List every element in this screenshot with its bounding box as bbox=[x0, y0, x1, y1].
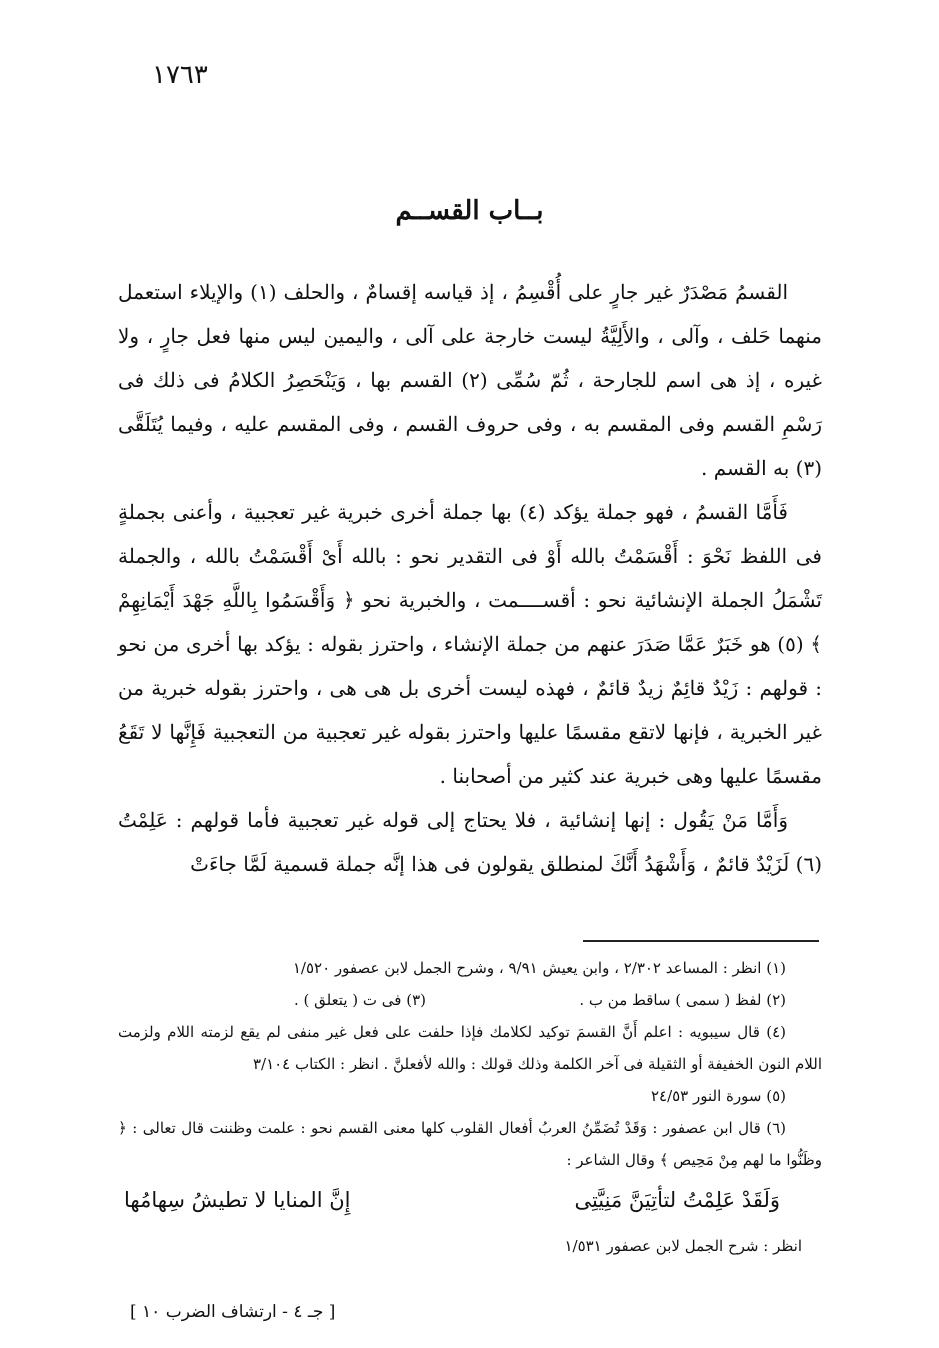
footnote-5: (٥) سورة النور ٢٤/٥٣ bbox=[650, 1087, 786, 1105]
volume-reference: [ جـ ٤ - ارتشاف الضرب ١٠ ] bbox=[130, 1302, 336, 1322]
poetry-verse bbox=[118, 1180, 822, 1220]
footnote-row-2-3 bbox=[118, 984, 822, 1016]
footnote-2: (٢) لفظ ( سمى ) ساقط من ب . bbox=[579, 991, 786, 1009]
verse-source: انظر : شرح الجمل لابن عصفور ١/٥٣١ bbox=[564, 1237, 802, 1255]
verse-first-hemistich: وَلَقَدْ عَلِمْتُ لتأتِيَنَّ مَنِيَّتِى bbox=[574, 1188, 780, 1212]
paragraph-insha-view: وَأَمَّا مَنْ يَقُول : إنها إنشائية ، فلا يحتاج إلى قوله غير تعجبية فأما قولهم : عَلِمْتُ (٦) لَزَيْدٌ قائمٌ ، وَأَشْهَدُ أَنَّكَ لمنطلق يقولون فى هذا إنَّه جملة قسمية لَمَّا جاءَتْ bbox=[118, 808, 822, 876]
main-text bbox=[118, 270, 822, 886]
footnote-4: (٤) قال سيبويه : اعلم أَنَّ القسمَ توكيد لكلامك فإذا حلفت على فعل غير منفى لم يقع لزمته اللام ولزمت اللام النون الخفيفة أو الثقيلة فى آخر الكلمة وذلك قولك : والله لأفعلنَّ . انظر : الكتاب ٣/١٠٤ bbox=[118, 1023, 822, 1073]
chapter-title: بــاب القســم bbox=[395, 196, 544, 226]
paragraph-definition: القسمُ مَصْدَرٌ غير جارٍ على أُقْسِمُ ، إذ قياسه إقسامٌ ، والحلف (١) والإيلاء استعمل منهما حَلف ، وآلى ، والأَلِيَّةُ ليست خارجة على آلى ، واليمين ليس منها فعل جارٍ ، ولا غيره ، إذ هى اسم للجارحة ، ثُمّ سُمِّى (٢) القسم بها ، وَيَنْحَصِرُ الكلامُ فى ذلك فى رَسْمِ القسم وفى المقسم به ، وفى حروف القسم ، وفى المقسم عليه ، وفيما يُتَلَقَّى (٣) به القسم . bbox=[118, 280, 823, 480]
footnote-divider bbox=[583, 940, 819, 942]
footnote-6: (٦) قال ابن عصفور : وَقَدْ تُضَمِّنُ العربُ أفعال القلوب كلها معنى القسم نحو : علمت وظننت قال تعالى : ﴿ وظَنُّوا ما لهم مِنْ مَحِيص ﴾ وقال الشاعر : bbox=[118, 1119, 822, 1169]
page-number: ١٧٦٣ bbox=[152, 60, 208, 90]
footnote-3: (٣) فى ت ( يتعلق ) . bbox=[293, 991, 426, 1009]
verse-second-hemistich: إِنَّ المنايا لا تطيشُ سِهامُها bbox=[124, 1188, 351, 1212]
paragraph-qasam-sentence: فَأَمَّا القسمُ ، فهو جملة يؤكد (٤) بها جملة أخرى خبرية غير تعجبية ، وأعنى بجملةٍ فى اللفظ نَحْوَ : أَقْسَمْتُ بالله أَوْ فى التقدير نحو : بالله أَىْ أَقْسَمْتُ بالله ، والجملة تَشْمَلُ الجملة الإنشائية نحو : أقســــمت ، والخبرية نحو ﴿ وَأَقْسَمُوا بِاللَّهِ جَهْدَ أَيْمَانِهِمْ ﴾ (٥) هو خَبَرٌ عَمَّا صَدَرَ عنهم من جملة الإنشاء ، واحترز بقوله : يؤكد بها أخرى من نحو : قولهم : زَيْدٌ قائِمٌ زيدٌ قائمٌ ، فهذه ليست أخرى بل هى هى ، واحترز بقوله خبرية من غير الخبرية ، فإنها لاتقع مقسمًا عليها واحترز بقوله غير تعجبية من التعجبية فَإِنَّها لا تَقَعُ مقسمًا عليها وهى خبرية عند كثير من أصحابنا . bbox=[118, 500, 822, 788]
footnotes bbox=[118, 952, 822, 1262]
footnote-1: (١) انظر : المساعد ٢/٣٠٢ ، وابن يعيش ٩/٩١ ، وشرح الجمل لابن عصفور ١/٥٢٠ bbox=[292, 959, 786, 977]
